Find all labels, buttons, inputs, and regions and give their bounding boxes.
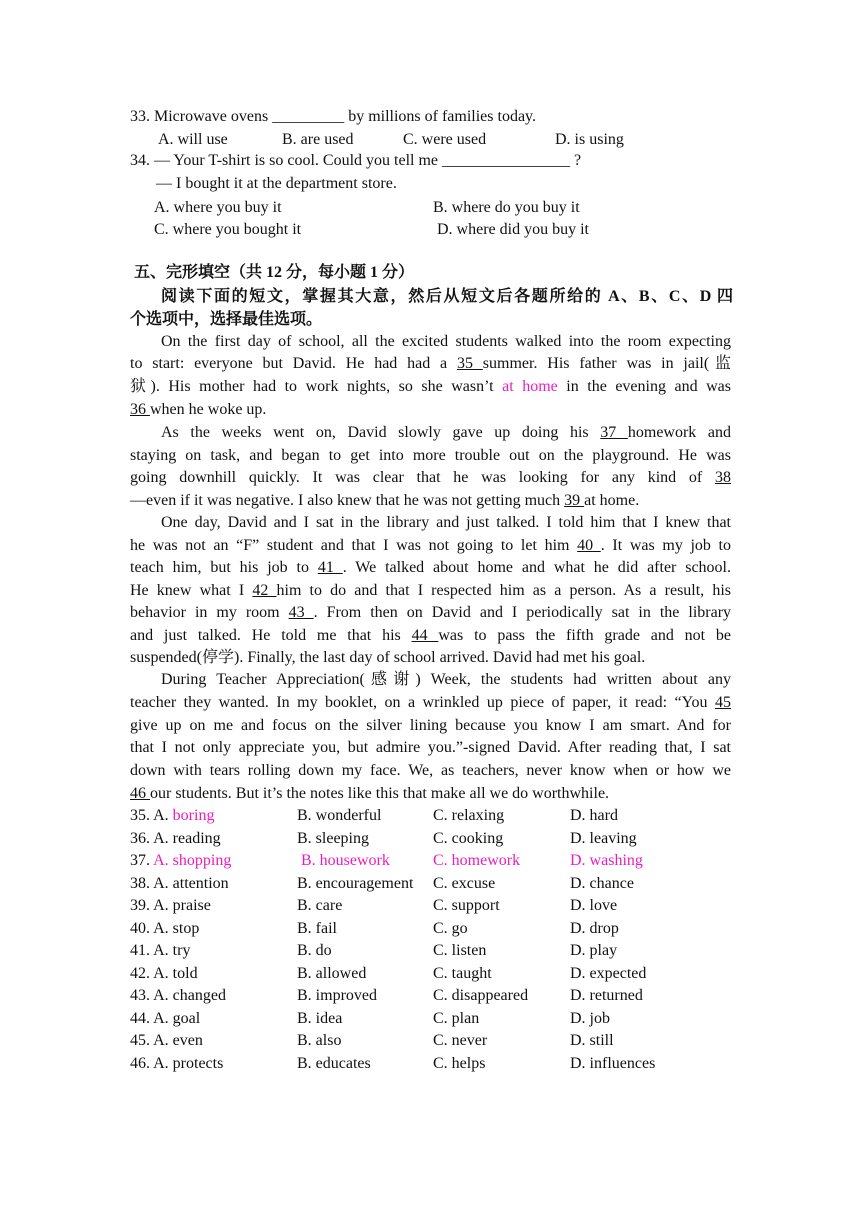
q34-option-a: A. where you buy it	[154, 199, 282, 216]
option-d: D. still	[570, 1032, 614, 1049]
blank-42: 42	[252, 582, 277, 599]
option-d: D. job	[570, 1009, 610, 1027]
option-a: 35. A. boring	[130, 807, 215, 824]
option-d: D. play	[570, 942, 618, 959]
option-b: B. sleeping	[297, 829, 369, 847]
blank-37: 37	[600, 424, 628, 441]
option-number: 38.	[130, 874, 150, 892]
passage-line: and just talked. He told me that his 44 was to pass the fifth grade and not be	[130, 627, 732, 644]
passage-line: 46 our students. But it’s the notes like this that make all we do worthwhile.	[130, 785, 610, 802]
passage-line: he was not an “F” student and that I was not going to let him 40 . It was my job to	[130, 537, 732, 554]
blank-46: 46	[130, 785, 150, 802]
option-a: 38. A. attention	[130, 874, 229, 892]
section-instruction-line1: 阅读下面的短文，掌握其大意，然后从短文后各题所给的 A、B、C、D 四	[161, 288, 733, 305]
option-c: C. homework	[433, 852, 521, 869]
option-b: B. also	[297, 1032, 342, 1049]
passage-line: that I not only appreciate you, but admire you.”-signed David. After reading that, I sat	[130, 739, 731, 756]
q34-reply: — I bought it at the department store.	[156, 175, 397, 192]
highlight-at-home: at home	[502, 378, 558, 395]
passage-line: During Teacher Appreciation(感谢) Week, the students had written about any	[161, 671, 731, 688]
option-b: B. educates	[297, 1054, 371, 1072]
option-a: 45. A. even	[130, 1032, 203, 1049]
passage-line: down with tears rolling down my face. We, as teachers, never know when or how we	[130, 762, 731, 779]
option-a: 46. A. protects	[130, 1054, 224, 1072]
option-c: C. never	[433, 1032, 488, 1049]
passage-line: As the weeks went on, David slowly gave up doing his 37 homework and	[161, 424, 732, 441]
blank-35: 35	[456, 355, 483, 372]
option-c: C. support	[433, 897, 500, 914]
passage-line: to start: everyone but David. He had had a 35 summer. His father was in jail(监	[130, 355, 732, 372]
option-b: B. allowed	[297, 964, 367, 982]
blank-44: 44	[411, 627, 439, 644]
option-c: C. taught	[433, 964, 492, 982]
passage-line: suspended(停学). Finally, the last day of school arrived. David had met his goal.	[130, 649, 646, 666]
option-a-text: A. shopping	[153, 852, 232, 869]
option-d: D. hard	[570, 807, 618, 824]
option-d: D. returned	[570, 987, 643, 1004]
blank-36: 36	[130, 401, 150, 418]
option-number: 43.	[130, 987, 150, 1004]
option-a: 41. A. try	[130, 942, 191, 959]
option-number: 45.	[130, 1032, 150, 1049]
q33-option-a: A. will use	[158, 131, 228, 148]
passage-line: 36 when he woke up.	[130, 401, 267, 418]
option-a: 43. A. changed	[130, 987, 226, 1004]
option-b: B. care	[297, 897, 343, 914]
q34-option-d: D. where did you buy it	[437, 221, 589, 238]
q33-option-c: C. were used	[403, 131, 487, 148]
section-title: 五、完形填空（共 12 分，每小题 1 分）	[134, 264, 415, 281]
option-b: B. wonderful	[297, 807, 382, 824]
q34-option-c: C. where you bought it	[154, 221, 302, 238]
option-b: B. fail	[297, 919, 337, 937]
option-number: 37.	[130, 852, 150, 869]
option-b: B. improved	[297, 987, 377, 1004]
option-a-text: boring	[172, 807, 215, 824]
option-number: 39.	[130, 897, 150, 914]
option-a-text: told	[172, 964, 198, 982]
option-a-text: protects	[172, 1054, 224, 1072]
option-b: B. idea	[297, 1009, 343, 1027]
q33-stem: 33. Microwave ovens _________ by millions of families today.	[130, 108, 537, 125]
option-c: C. plan	[433, 1009, 480, 1027]
passage-line: —even if it was negative. I also knew that he was not getting much 39 at home.	[130, 492, 640, 509]
blank-43: 43	[288, 604, 314, 621]
blank-41: 41	[317, 559, 343, 576]
option-number: 44.	[130, 1009, 150, 1027]
option-a-text: goal	[172, 1009, 201, 1027]
q34-option-b: B. where do you buy it	[433, 199, 580, 216]
option-a-text: stop	[172, 919, 200, 937]
option-c: C. cooking	[433, 829, 504, 847]
option-b: B. housework	[301, 852, 390, 869]
option-number: 40.	[130, 919, 150, 937]
option-c: C. helps	[433, 1054, 486, 1072]
q33-option-b: B. are used	[282, 131, 354, 148]
passage-line: On the first day of school, all the excited students walked into the room expecting	[161, 333, 731, 350]
passage-line: teach him, but his job to 41 . We talked about home and what he did after school.	[130, 559, 732, 576]
q34-stem: 34. — Your T-shirt is so cool. Could you tell me ________________ ?	[130, 152, 582, 169]
option-d: D. chance	[570, 874, 634, 892]
passage-line: staying on task, and began to get into more trouble out on the playground. He was	[130, 447, 731, 464]
blank-45: 45	[715, 694, 731, 711]
option-a: 42. A. told	[130, 964, 198, 982]
option-number: 42.	[130, 964, 150, 982]
option-c: C. disappeared	[433, 987, 529, 1004]
option-a-text: reading	[172, 829, 221, 847]
option-c: C. relaxing	[433, 807, 505, 824]
option-b: B. encouragement	[297, 874, 414, 892]
blank-40: 40	[577, 537, 601, 554]
passage-line: 狱). His mother had to work nights, so she wasn’t at home in the evening and was	[130, 378, 731, 395]
passage-line: teacher they wanted. In my booklet, on a wrinkled up piece of paper, it read: “You 45	[130, 694, 731, 711]
passage-line: give up on me and focus on the silver lining because you know I am smart. And for	[130, 717, 731, 734]
option-number: 36.	[130, 829, 150, 847]
option-number: 35.	[130, 807, 150, 824]
blank-39: 39	[564, 492, 585, 509]
option-a: 44. A. goal	[130, 1009, 201, 1027]
option-a-text: changed	[172, 987, 226, 1004]
q33-option-d: D. is using	[555, 131, 624, 148]
option-a-text: attention	[172, 874, 229, 892]
option-a: 36. A. reading	[130, 829, 221, 847]
section-instruction-line2: 个选项中，选择最佳选项。	[130, 311, 323, 328]
option-d: D. influences	[570, 1054, 656, 1072]
option-a-text: try	[172, 942, 191, 959]
passage-line: One day, David and I sat in the library and just talked. I told him that I knew that	[161, 514, 731, 531]
option-b: B. do	[297, 942, 332, 959]
blank-38: 38	[715, 469, 731, 486]
option-d: D. love	[570, 897, 618, 914]
option-d: D. drop	[570, 919, 619, 937]
option-a-text: praise	[172, 897, 211, 914]
passage-line: behavior in my room 43 . From then on David and I periodically sat in the library	[130, 604, 732, 621]
option-d: D. washing	[570, 852, 643, 869]
option-a	[130, 851, 231, 871]
option-a: 40. A. stop	[130, 919, 200, 937]
option-d: D. leaving	[570, 829, 637, 847]
option-a-text: even	[172, 1032, 203, 1049]
option-c: C. listen	[433, 942, 487, 959]
option-c: C. go	[433, 919, 468, 937]
option-d: D. expected	[570, 964, 647, 982]
option-a: 39. A. praise	[130, 897, 211, 914]
passage-line: going downhill quickly. It was clear that he was looking for any kind of 38	[130, 469, 731, 486]
option-number: 41.	[130, 942, 150, 959]
option-number: 46.	[130, 1054, 150, 1072]
option-c: C. excuse	[433, 874, 496, 892]
passage-line: He knew what I 42 him to do and that I respected him as a person. As a result, his	[130, 582, 732, 599]
